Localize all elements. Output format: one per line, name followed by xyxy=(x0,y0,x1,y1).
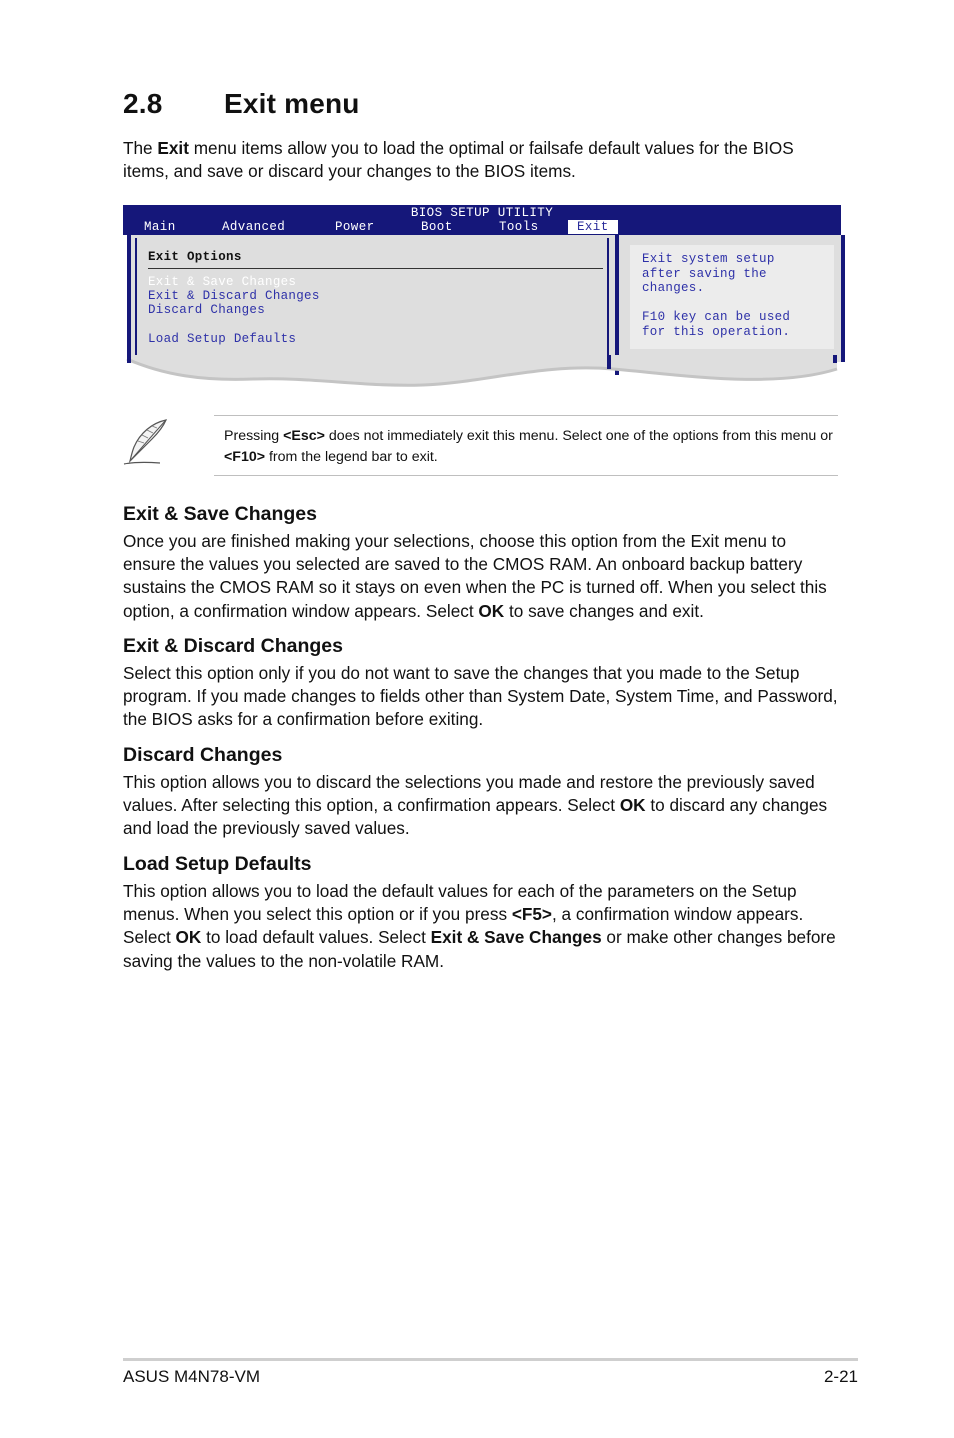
paragraph-bold: <F5> xyxy=(511,904,552,925)
paragraph-exit-save xyxy=(123,530,839,623)
bios-help-line: for this operation. xyxy=(642,325,791,339)
note-segment: Pressing xyxy=(224,428,284,444)
bios-help-line: F10 key can be used xyxy=(642,310,791,324)
bios-tab-power[interactable]: Power xyxy=(335,220,375,234)
paragraph-bold: OK xyxy=(175,927,202,948)
bios-title: BIOS SETUP UTILITY xyxy=(410,206,554,220)
bios-tab-boot[interactable]: Boot xyxy=(421,220,453,234)
bios-help-line: Exit system setup xyxy=(642,252,775,266)
paragraph-text: to discard any changes and load the previously saved values. xyxy=(123,795,828,839)
paragraph-text: , a confirmation window appears. Select xyxy=(123,904,804,948)
paragraph-text: to save changes and exit. xyxy=(504,600,704,621)
paragraph-discard xyxy=(123,771,839,841)
paragraph-exit-discard xyxy=(123,662,839,732)
footer-page-number: 2-21 xyxy=(823,1367,858,1386)
feather-pen-icon xyxy=(122,417,170,467)
paragraph-text: or make other changes before saving the values to the non-volatile RAM. xyxy=(123,927,836,971)
note-segment: from the legend bar to exit. xyxy=(265,448,438,465)
paragraph-text: This option allows you to discard the selections you made and restore the previously saved values. After selecting this option, a confirmation appears. Select xyxy=(123,772,815,816)
subheading-exit-save: Exit & Save Changes xyxy=(123,503,317,525)
paragraph-load-defaults xyxy=(123,880,839,973)
bios-tab-main[interactable]: Main xyxy=(144,220,176,234)
paragraph-text: Once you are finished making your selections, choose this option from the Exit menu to ensure the values you selected are saved to the CMOS RAM. An onboard backup battery sustains the CMOS RAM so it stays on even when the PC is turned off. When you select this option, a confirmation window appears. Select xyxy=(123,531,827,621)
bios-help-line: changes. xyxy=(642,281,705,295)
intro-text: The xyxy=(123,138,158,158)
bios-tab-advanced[interactable]: Advanced xyxy=(222,220,286,234)
bios-torn-edge xyxy=(123,355,841,391)
bios-screenshot xyxy=(123,205,841,391)
note-bottom-rule xyxy=(214,475,838,476)
bios-tab-exit[interactable]: Exit xyxy=(568,220,618,234)
paragraph-text: to load default values. Select xyxy=(201,927,431,948)
paragraph-text: This option allows you to load the default values for each of the parameters on the Setup menus. When you select this option or if you press xyxy=(123,881,797,925)
bios-option-discard[interactable]: Discard Changes xyxy=(148,303,266,317)
intro-paragraph xyxy=(123,137,839,183)
paragraph-bold: OK xyxy=(619,795,646,816)
note-top-rule xyxy=(214,415,838,416)
bios-menu-bar xyxy=(123,205,841,235)
intro-bold: Exit xyxy=(157,138,189,158)
note-key-esc: <Esc> xyxy=(283,428,325,444)
paragraph-bold: OK xyxy=(478,600,505,621)
section-number: 2.8 xyxy=(123,88,163,119)
subheading-load-defaults: Load Setup Defaults xyxy=(123,853,312,875)
bios-option-exit-save[interactable]: Exit & Save Changes xyxy=(148,275,297,289)
subheading-discard: Discard Changes xyxy=(123,744,283,766)
intro-text: menu items allow you to load the optimal or failsafe default values for the BIOS items, and save or discard your changes to the BIOS items. xyxy=(123,138,794,182)
paragraph-text: Select this option only if you do not want to save the changes that you made to the Setup program. If you made changes to fields other than System Date, System Time, and Password, the BIOS asks for a confirmation before exiting. xyxy=(123,663,838,730)
bios-panel-rule xyxy=(148,268,603,269)
section-heading xyxy=(123,88,360,120)
bios-option-exit-discard[interactable]: Exit & Discard Changes xyxy=(148,289,320,303)
bios-option-load-defaults[interactable]: Load Setup Defaults xyxy=(148,332,297,346)
bios-pane-divider xyxy=(615,235,619,375)
subheading-exit-discard: Exit & Discard Changes xyxy=(123,635,343,657)
footer-product-name: ASUS M4N78-VM xyxy=(123,1367,260,1386)
paragraph-bold: Exit & Save Changes xyxy=(430,927,602,948)
note-key-f10: <F10> xyxy=(224,448,266,465)
note-text xyxy=(224,426,834,467)
note-segment: does not immediately exit this menu. Select one of the options from this menu or xyxy=(324,428,833,444)
bios-help-line: after saving the xyxy=(642,267,767,281)
bios-panel-title: Exit Options xyxy=(148,250,242,264)
bios-help-box xyxy=(630,245,834,349)
bios-tab-tools[interactable]: Tools xyxy=(499,220,539,234)
section-title: Exit menu xyxy=(224,88,360,119)
footer-rule xyxy=(123,1358,858,1361)
bios-panel xyxy=(127,235,845,362)
